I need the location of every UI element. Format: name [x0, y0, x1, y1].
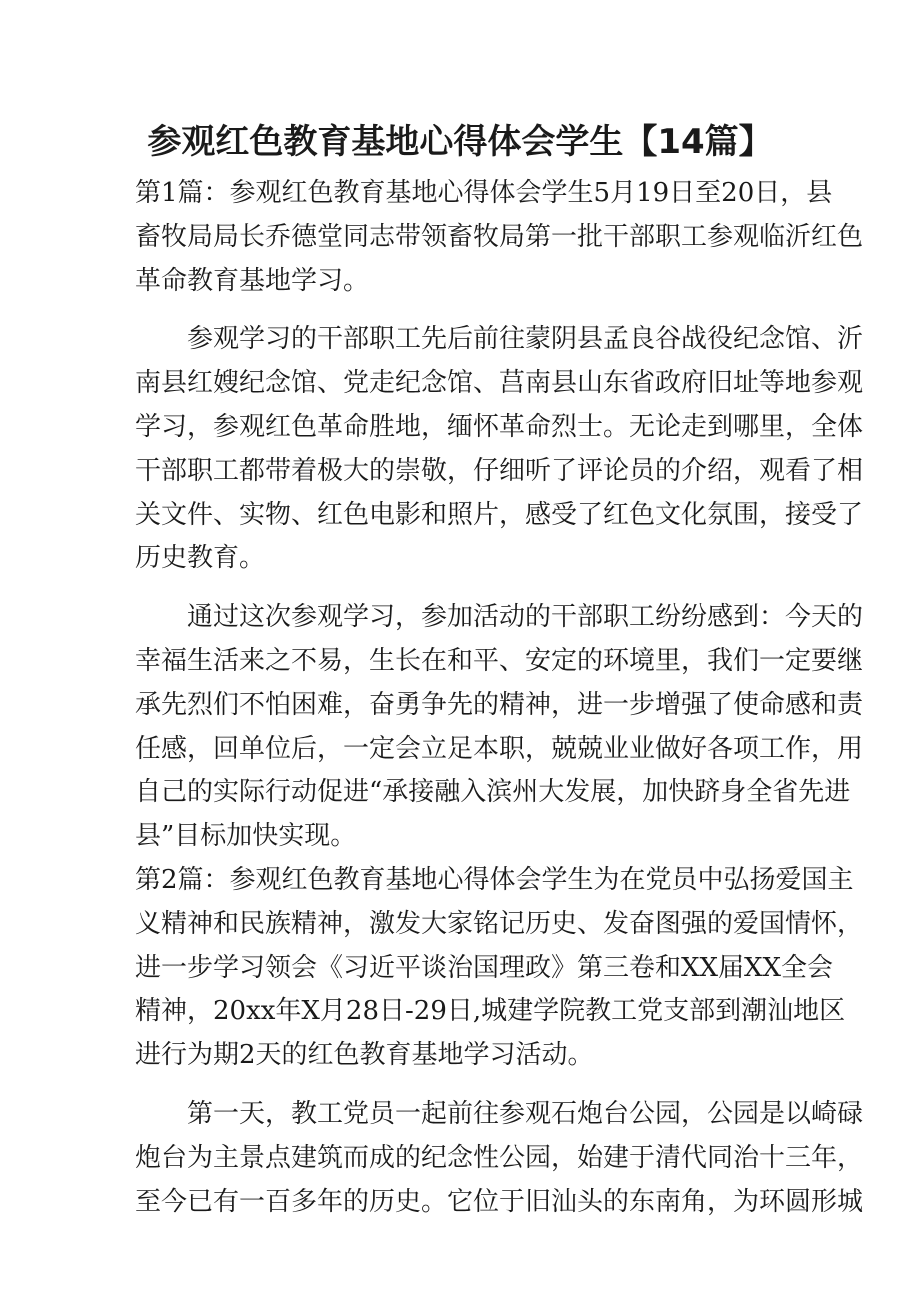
text-line: 自己的实际行动促进“承接融入滨州大发展，加快跻身全省先进 [135, 777, 851, 808]
text-line: 幸福生活来之不易，生长在和平、安定的环境里，我们一定要继 [135, 645, 864, 676]
text-line: 学习，参观红色革命胜地，缅怀革命烈士。无论走到哪里，全体 [135, 411, 864, 442]
text-line: 第2篇：参观红色教育基地心得体会学生为在党员中弘扬爱国主 [135, 864, 854, 895]
text-line: 第一天，教工党员一起前往参观石炮台公园，公园是以崎碌 [187, 1098, 864, 1129]
paragraph-5 [135, 1093, 864, 1224]
paragraph-spacer [135, 1078, 791, 1093]
text-line: 承先烈们不怕困难，奋勇争先的精神，进一步增强了使命感和责 [135, 689, 864, 720]
text-line: 进一步学习领会《习近平谈治国理政》第三卷和XX届XX全会 [135, 952, 834, 983]
text-line: 革命教育基地学习。 [135, 265, 370, 296]
document-body [135, 172, 864, 1224]
paragraph-2 [135, 318, 864, 581]
paragraph-3 [135, 596, 864, 859]
paragraph-4 [135, 859, 864, 1078]
text-line: 任感，回单位后，一定会立足本职，兢兢业业做好各项工作，用 [135, 733, 864, 764]
text-line: 关文件、实物、红色电影和照片，感受了红色文化氛围，接受了 [135, 499, 864, 530]
text-line: 历史教育。 [135, 543, 266, 574]
text-line: 精神，20xx年X月28日-29日,城建学院教工党支部到潮汕地区 [135, 996, 846, 1027]
text-line: 炮台为主景点建筑而成的纪念性公园，始建于清代同治十三年， [135, 1142, 864, 1173]
text-line: 第1篇：参观红色教育基地心得体会学生5月19日至20日，县 [135, 178, 833, 208]
document-title: 参观红色教育基地心得体会学生【14篇】 [147, 122, 773, 162]
paragraph-1 [135, 172, 864, 303]
text-line: 参观学习的干部职工先后前往蒙阴县孟良谷战役纪念馆、沂 [187, 324, 864, 355]
text-line: 通过这次参观学习，参加活动的干部职工纷纷感到：今天的 [187, 602, 864, 633]
text-line: 县”目标加快实现。 [135, 821, 357, 852]
paragraph-spacer [135, 303, 791, 318]
text-line: 至今已有一百多年的历史。它位于旧汕头的东南角，为环圆形城 [135, 1186, 864, 1217]
text-line: 进行为期2天的红色教育基地学习活动。 [135, 1040, 594, 1071]
text-line: 义精神和民族精神，激发大家铭记历史、发奋图强的爱国情怀， [135, 908, 864, 939]
paragraph-spacer [135, 581, 791, 596]
text-line: 畜牧局局长乔德堂同志带领畜牧局第一批干部职工参观临沂红色 [135, 221, 864, 252]
text-line: 南县红嫂纪念馆、党走纪念馆、莒南县山东省政府旧址等地参观 [135, 368, 864, 399]
text-line: 干部职工都带着极大的崇敬，仔细听了评论员的介绍，观看了相 [135, 455, 864, 486]
